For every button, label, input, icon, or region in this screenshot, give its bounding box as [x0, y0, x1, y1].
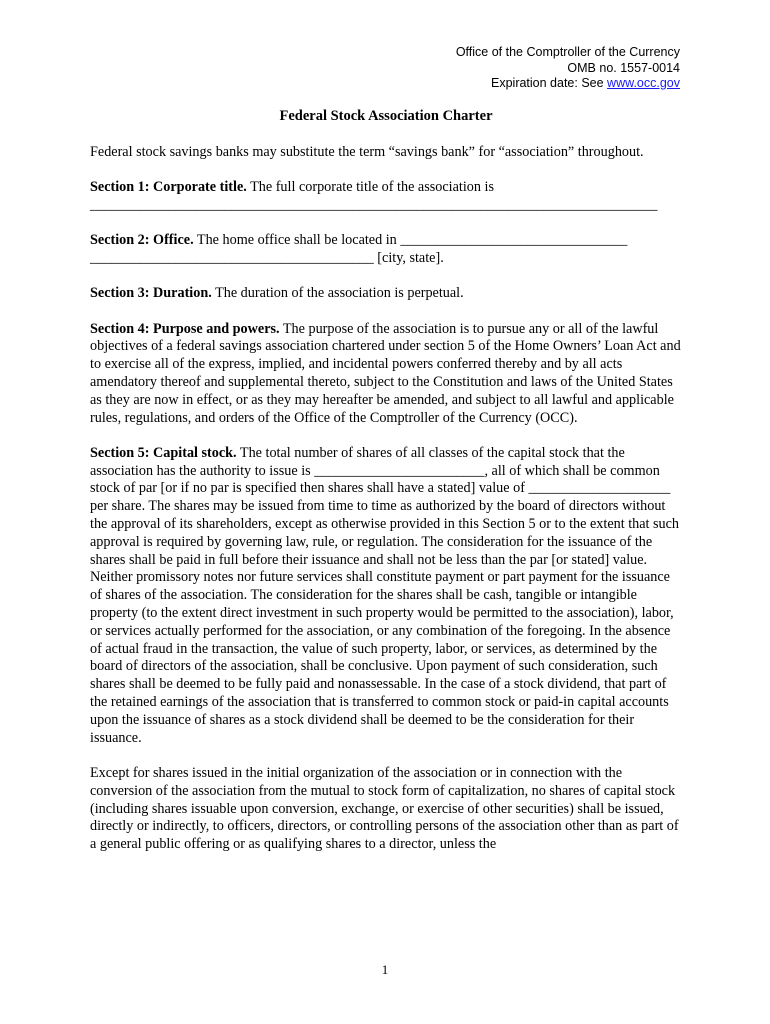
- document-body: [90, 108, 682, 871]
- section-5-heading: Section 5: Capital stock.: [90, 444, 237, 461]
- section-1: [90, 179, 682, 215]
- section-5-text: The total number of shares of all classes of the capital stock that the association has the authority to issue is ________________________, all of which shall be common stock of par [or if no par is specified then shares shall have a stated] value of ____________________ per share. The shares may be issued from time to time as authorized by the board of directors without the approval of its shareholders, except as otherwise provided in this Section 5 or to the extent that such approval is required by governing law, rule, or regulation. The consideration for the issuance of the shares shall be paid in full before their issuance and shall not be less than the par [or stated] value. Neither promissory notes nor future services shall constitute payment or part payment for the issuance of shares of the association. The consideration for the shares shall be cash, tangible or intangible property (to the extent direct investment in such property would be permitted to the association), labor, or services actually performed for the association, or any combination of the foregoing. In the absence of actual fraud in the transaction, the value of such property, labor, or services, as determined by the board of directors of the association, shall be conclusive. Upon payment of such consideration, such shares shall be deemed to be fully paid and nonassessable. In the case of a stock dividend, that part of the retained earnings of the association that is transferred to common stock or paid-in capital accounts upon the issuance of shares as a stock dividend shall be deemed to be the consideration for their issuance.: [90, 444, 680, 746]
- agency-name: Office of the Comptroller of the Currency: [455, 45, 680, 59]
- section-1-text: The full corporate title of the association is ________________________________________________________________________________: [90, 179, 658, 213]
- section-2: [90, 232, 682, 268]
- section-5: [90, 445, 682, 748]
- expiration-line: [456, 76, 680, 92]
- section-2-text: The home office shall be located in ________________________________ ________________________________________ [city, state].: [90, 232, 628, 266]
- page-number: 1: [381, 962, 389, 977]
- final-paragraph: Except for shares issued in the initial organization of the association or in connection with the conversion of the association from the mutual to stock form of capitalization, no shares of capital stock (including shares issuable upon conversion, exchange, or exercise of other securities) shall be issued, directly or indirectly, to officers, directors, or controlling persons of the association other than as part of a general public offering or as qualifying shares to a director, unless the: [90, 764, 679, 853]
- occ-website-link[interactable]: www.occ.gov: [607, 76, 680, 90]
- section-1-heading: Section 1: Corporate title.: [90, 179, 247, 196]
- document-header: [456, 45, 680, 92]
- omb-number: OMB no. 1557-0014: [567, 60, 680, 75]
- section-4-text: The purpose of the association is to pursue any or all of the lawful objectives of a federal savings association chartered under section 5 of the Home Owners’ Loan Act and to exercise all of the express, implied, and incidental powers conferred thereby and by all acts amendatory thereof and supplemental thereto, subject to the Constitution and laws of the United States as they are now in effect, or as they may hereafter be amended, and subject to all lawful and applicable rules, regulations, and orders of the Office of the Comptroller of the Currency (OCC).: [90, 320, 681, 426]
- section-3-text: The duration of the association is perpetual.: [211, 285, 464, 302]
- section-2-heading: Section 2: Office.: [90, 232, 194, 249]
- expiration-label: Expiration date: See: [491, 76, 608, 90]
- section-3: [90, 285, 682, 303]
- intro-paragraph: Federal stock savings banks may substitute the term “savings bank” for “association” throughout.: [90, 143, 644, 160]
- section-4: [90, 321, 682, 428]
- document-title: Federal Stock Association Charter: [279, 108, 493, 124]
- section-4-heading: Section 4: Purpose and powers.: [90, 320, 280, 337]
- section-3-heading: Section 3: Duration.: [90, 285, 212, 302]
